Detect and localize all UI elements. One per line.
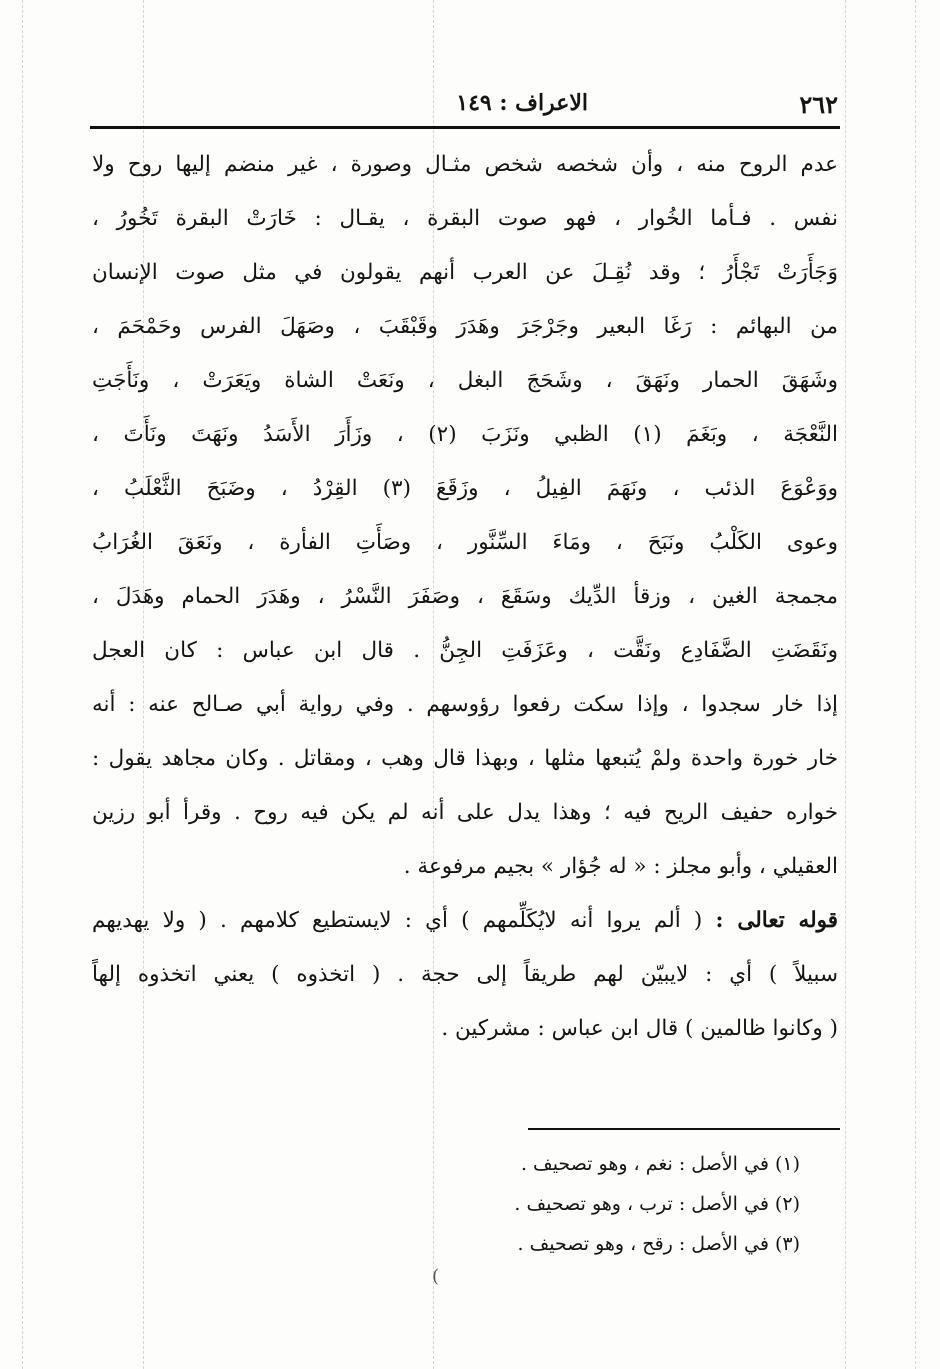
scan-guide-line bbox=[915, 0, 916, 1369]
text-line: مجمجة الغين ، وزقأ الدِّيك وسَقَعَ ، وصَفَرَ النَّسْرُ ، وهَدَرَ الحمام وهَدَلَ ، bbox=[92, 584, 838, 609]
verse-commentary-line bbox=[92, 894, 838, 948]
main-text bbox=[92, 138, 838, 1056]
text-line: خواره حفيف الريح فيه ؛ وهذا يدل على أنه لم يكن فيه روح . وقرأ أبو رزين bbox=[92, 800, 838, 825]
verse-lead-label: قوله تعالى : bbox=[715, 908, 838, 933]
text-line: العقيلي ، وأبو مجلز : « له جُؤار » بجيم مرفوعة . bbox=[403, 854, 838, 879]
text-line: نفس . فـأما الخُوار ، فهو صوت البقرة ، يقـال : خَارَتْ البقرة تَخُورُ ، bbox=[92, 206, 838, 231]
page-header bbox=[92, 86, 838, 126]
page-number: ٢٦٢ bbox=[799, 90, 838, 119]
footnote: (١) في الأصل : نغم ، وهو تصحيف . bbox=[520, 1153, 800, 1175]
running-title: الاعراف : ١٤٩ bbox=[456, 90, 588, 116]
text-line: خار خورة واحدة ولمْ يُتبعها مثلها ، وبهذا قال وهب ، ومقاتل . وكان مجاهد يقول : bbox=[92, 746, 838, 771]
text-line: وعوى الكَلْبُ ونَبَحَ ، ومَاءَ السِّنَّور ، وصَأَتِ الفأرة ، ونَعَقَ الغُرَابُ bbox=[92, 530, 838, 555]
footnote: (٢) في الأصل : ترب ، وهو تصحيف . bbox=[514, 1193, 800, 1215]
scan-guide-line bbox=[22, 0, 23, 1369]
footnote-divider bbox=[528, 1128, 840, 1130]
verse-commentary-line: سبيلاً ) أي : لايبيّن لهم طريقاً إلى حجة . ( اتخذوه ) يعني اتخذوه إلهاً bbox=[92, 962, 838, 987]
text-line: ووَعْوَعَ الذئب ، ونَهَمَ الفِيلُ ، وزَقَعَ (٣) القِرْدُ ، وضَبَحَ الثَّعْلَبُ ، bbox=[92, 476, 838, 501]
footnotes bbox=[440, 1144, 800, 1264]
header-divider bbox=[90, 126, 840, 129]
scan-mark: ( bbox=[432, 1266, 440, 1287]
footnote: (٣) في الأصل : رقح ، وهو تصحيف . bbox=[517, 1233, 800, 1255]
text-line: عدم الروح منه ، وأن شخصه شخص مثـال وصورة ، غير منضم إليها روح ولا bbox=[92, 152, 838, 177]
text-line: وَجَأَرَتْ تَجْأَرُ ؛ وقد نُقِـلَ عن العرب أنهم يقولون في مثل صوت الإنسان bbox=[92, 260, 838, 285]
text-line: النَّعْجَة ، وبَغَمَ (١) الظبي ونَزَبَ (٢) ، وزَأَرَ الأَسَدُ ونَهَتَ ونَأَتَ ، bbox=[92, 422, 838, 447]
text-line: ونَقَضَتِ الضَّفَادِع ونَقَّت ، وعَزَفَتِ الجِنُّ . قال ابن عباس : كان العجل bbox=[92, 638, 838, 663]
scan-guide-line bbox=[845, 0, 846, 1369]
text-line: وشَهَقَ الحمار ونَهَقَ ، وشَحَجَ البغل ، ونَعَتْ الشاة ويَعَرَتْ ، ونَأَجَتِ bbox=[92, 368, 838, 393]
verse-commentary-text: ( ألم يروا أنه لايُكَلِّمهم ) أي : لايستطيع كلامهم . ( ولا يهديهم bbox=[92, 908, 716, 933]
text-line: من البهائم : رَغَا البعير وجَرْجَرَ وهَدَرَ وقَبْقَبَ ، وصَهَلَ الفرس وحَمْحَمَ ، bbox=[92, 314, 838, 339]
text-line: إذا خار سجدوا ، وإذا سكت رفعوا رؤوسهم . وفي رواية أبي صـالح عنه : أنه bbox=[92, 692, 838, 717]
verse-commentary-line: ( وكانوا ظالمين ) قال ابن عباس : مشركين . bbox=[441, 1016, 838, 1041]
